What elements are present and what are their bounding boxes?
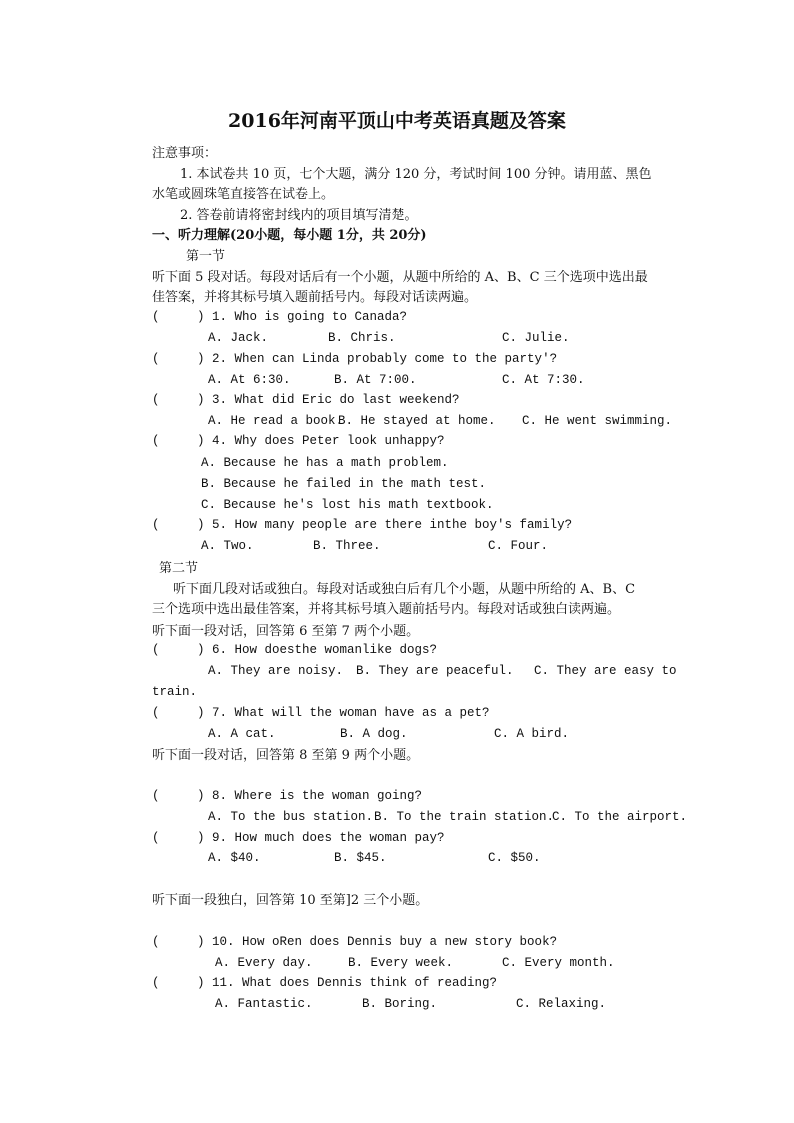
- part-2-label: 第二节: [159, 561, 199, 576]
- question-7-option-c: C. A bird.: [494, 727, 570, 741]
- question-8-stem: ( ) 8. Where is the woman going?: [152, 789, 423, 803]
- question-4-stem: ( ) 4. Why does Peter look unhappy?: [152, 434, 445, 448]
- question-1-option-a: A. Jack.: [208, 331, 269, 345]
- question-3-option-b: B. He stayed at home.: [338, 414, 496, 428]
- question-11-stem: ( ) 11. What does Dennis think of reading?: [152, 976, 498, 990]
- question-11-option-c: C. Relaxing.: [516, 997, 607, 1011]
- question-10-stem: ( ) 10. How oRen does Dennis buy a new story book?: [152, 935, 558, 949]
- question-6-option-a: A. They are noisy.: [208, 664, 344, 678]
- question-2-option-b: B. At 7:00.: [334, 373, 417, 387]
- part-1-instruction: 听下面 5 段对话。每段对话后有一个小题，从题中所给的 A、B、C 三个选项中选出最: [152, 270, 648, 285]
- question-9-stem: ( ) 9. How much does the woman pay?: [152, 831, 445, 845]
- question-4-option-b: B. Because he failed in the math test.: [201, 477, 487, 491]
- question-5-option-b: B. Three.: [313, 539, 381, 553]
- question-1-option-b: B. Chris.: [328, 331, 396, 345]
- part-1-instruction-cont: 佳答案，并将其标号填入题前括号内。每段对话读两遍。: [152, 290, 478, 305]
- section-1-heading: 一、听力理解(20小题，每小题 1分，共 20分): [152, 228, 427, 243]
- question-9-option-a: A. $40.: [208, 851, 261, 865]
- question-9-option-b: B. $45.: [334, 851, 387, 865]
- question-2-stem: ( ) 2. When can Linda probably come to the party'?: [152, 352, 558, 366]
- question-10-option-b: B. Every week.: [348, 956, 454, 970]
- question-2-option-a: A. At 6:30.: [208, 373, 291, 387]
- notes-item-1: 1. 本试卷共 10 页，七个大题，满分 120 分，考试时间 100 分钟。请用蓝、黑色: [180, 167, 652, 182]
- sub-instruction-6-7: 听下面一段对话，回答第 6 至第 7 两个小题。: [152, 624, 420, 639]
- question-11-option-a: A. Fantastic.: [215, 997, 313, 1011]
- question-5-stem: ( ) 5. How many people are there inthe boy's family?: [152, 518, 573, 532]
- part-2-instruction-cont: 三个选项中选出最佳答案，并将其标号填入题前括号内。每段对话或独白读两遍。: [152, 602, 621, 617]
- question-9-option-c: C. $50.: [488, 851, 541, 865]
- question-7-option-a: A. A cat.: [208, 727, 276, 741]
- question-10-option-a: A. Every day.: [215, 956, 313, 970]
- question-5-option-a: A. Two.: [201, 539, 254, 553]
- question-7-stem: ( ) 7. What will the woman have as a pet?: [152, 706, 490, 720]
- question-8-option-c: C. To the airport.: [552, 810, 688, 824]
- sub-instruction-10-12: 听下面一段独白，回答第 10 至第]2 三个小题。: [152, 893, 429, 908]
- question-2-option-c: C. At 7:30.: [502, 373, 585, 387]
- question-3-option-a: A. He read a book.: [208, 414, 344, 428]
- part-2-instruction: 听下面几段对话或独白。每段对话或独白后有几个小题，从题中所给的 A、B、C: [173, 582, 636, 597]
- question-6-stem: ( ) 6. How doesthe womanlike dogs?: [152, 643, 438, 657]
- question-8-option-b: B. To the train station.: [374, 810, 555, 824]
- question-10-option-c: C. Every month.: [502, 956, 615, 970]
- question-4-option-a: A. Because he has a math problem.: [201, 456, 449, 470]
- question-3-stem: ( ) 3. What did Eric do last weekend?: [152, 393, 460, 407]
- question-6-option-b: B. They are peaceful.: [356, 664, 514, 678]
- notes-item-1-cont: 水笔或圆珠笔直接答在试卷上。: [152, 187, 335, 202]
- sub-instruction-8-9: 听下面一段对话，回答第 8 至第 9 两个小题。: [152, 748, 420, 763]
- page-title: 2016年河南平顶山中考英语真题及答案: [228, 110, 566, 132]
- notes-item-2: 2. 答卷前请将密封线内的项目填写清楚。: [180, 208, 418, 223]
- question-4-option-c: C. Because he's lost his math textbook.: [201, 498, 494, 512]
- question-1-stem: ( ) 1. Who is going to Canada?: [152, 310, 408, 324]
- part-1-label: 第一节: [186, 249, 226, 264]
- question-11-option-b: B. Boring.: [362, 997, 438, 1011]
- question-1-option-c: C. Julie.: [502, 331, 570, 345]
- question-6-option-c-cont: train.: [152, 685, 198, 699]
- question-5-option-c: C. Four.: [488, 539, 549, 553]
- notes-heading: 注意事项：: [152, 146, 218, 161]
- question-7-option-b: B. A dog.: [340, 727, 408, 741]
- question-8-option-a: A. To the bus station.: [208, 810, 374, 824]
- question-3-option-c: C. He went swimming.: [522, 414, 673, 428]
- question-6-option-c: C. They are easy to: [534, 664, 677, 678]
